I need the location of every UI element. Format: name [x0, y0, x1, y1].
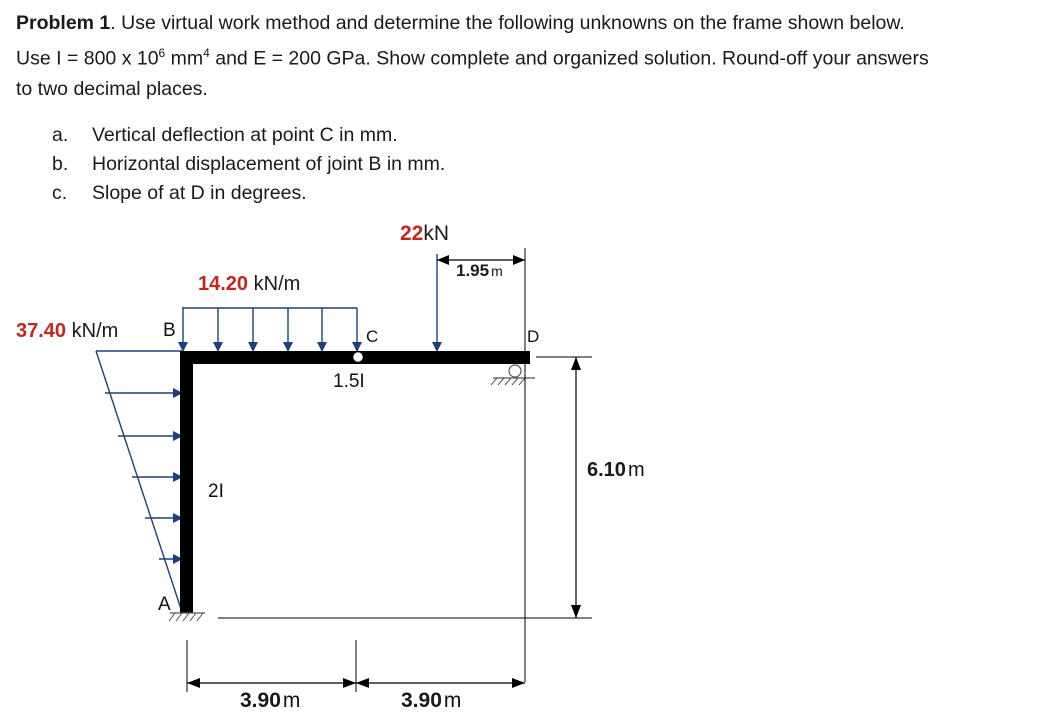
uniform-load [182, 308, 357, 351]
column-ab [180, 351, 193, 613]
load-offset-label: 1.95 m [456, 261, 503, 280]
triangular-load [96, 351, 182, 612]
triangular-load-label: 37.40 kN/m [16, 320, 119, 342]
problem-heading: Problem 1 [16, 12, 111, 34]
span2-label: 3.90m [401, 689, 462, 712]
height-dimension [218, 357, 592, 682]
fixed-support-a [169, 613, 205, 621]
list-item: c. Slope of at D in degrees. [52, 182, 307, 204]
beam-inertia-label: 1.5I [333, 371, 365, 392]
span-dimensions [187, 640, 525, 692]
udl-label: 14.20 kN/m [198, 273, 301, 295]
span1-label: 3.90m [240, 689, 301, 712]
point-d-label: D [527, 327, 540, 346]
column-inertia-label: 2I [208, 481, 224, 502]
point-load-label: 22kN [400, 222, 450, 245]
problem-line-2: Use I = 800 x $10^6$ $mm^4$ and E = 200 GPa. Show complete and organized solution. Round-off your answers [16, 46, 929, 70]
list-item: b. Horizontal displacement of joint B in mm. [52, 153, 446, 175]
list-item: a. Vertical deflection at point C in mm. [52, 124, 398, 146]
roller-support-d [491, 365, 535, 385]
point-c-label: C [366, 327, 379, 346]
point-b-label: B [163, 320, 176, 341]
hinge-c [353, 352, 364, 363]
problem-line-3: to two decimal places. [16, 77, 208, 100]
problem-line-1: Problem 1. Use virtual work method and determine the following unknowns on the frame shown below. [16, 12, 905, 34]
point-a-label: A [158, 594, 171, 615]
height-label: 6.10 m [587, 459, 645, 481]
